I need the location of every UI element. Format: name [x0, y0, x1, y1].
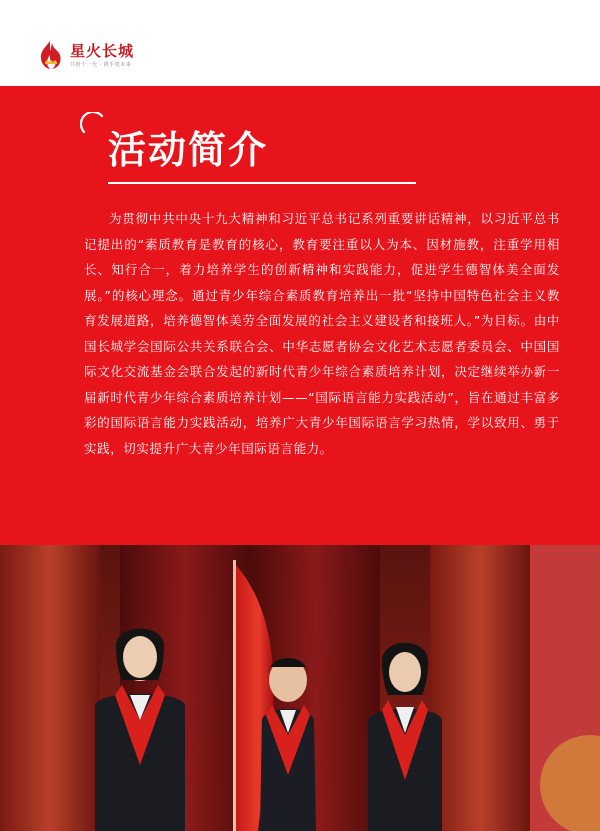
title-underline [108, 182, 416, 184]
stage-photo [0, 545, 600, 831]
page-header [0, 0, 600, 86]
brand-logo [36, 40, 134, 70]
flame-logo-icon [36, 40, 64, 70]
brand-name: 星火长城 [70, 41, 135, 60]
stage-photo-icon [0, 545, 600, 831]
intro-paragraph: 为贯彻中共中央十九大精神和习近平总书记系列重要讲话精神，以习近平总书记提出的“素质教育是教育的核心，教育要注重以人为本、因材施教，注重学用相长、知行合一，着力培养学生的创新精神和实践能力，促进学生德智体美全面发展。”的核心理念。通过青少年综合素质教育培养出一批“坚持中国特色社会主义教育发展道路，培养德智体美劳全面发展的社会主义建设者和接班人。”为目标。由中国长城学会国际公共关系联合会、中华志愿者协会文化艺术志愿者委员会、中国国际文化交流基金会联合发起的新时代青少年综合素质培养计划，决定继续举办新一届新时代青少年综合素质培养计划——“国际语言能力实践活动”，旨在通过丰富多彩的国际语言能力实践活动，培养广大青少年国际语言学习热情，学以致用、勇于实践，切实提升广大青少年国际语言能力。 [84, 211, 560, 456]
brand-slogan: 共创十一代 · 携手筑未来 [70, 61, 132, 68]
section-title: 活动简介 [108, 128, 269, 172]
title-arc-decoration [80, 112, 106, 138]
